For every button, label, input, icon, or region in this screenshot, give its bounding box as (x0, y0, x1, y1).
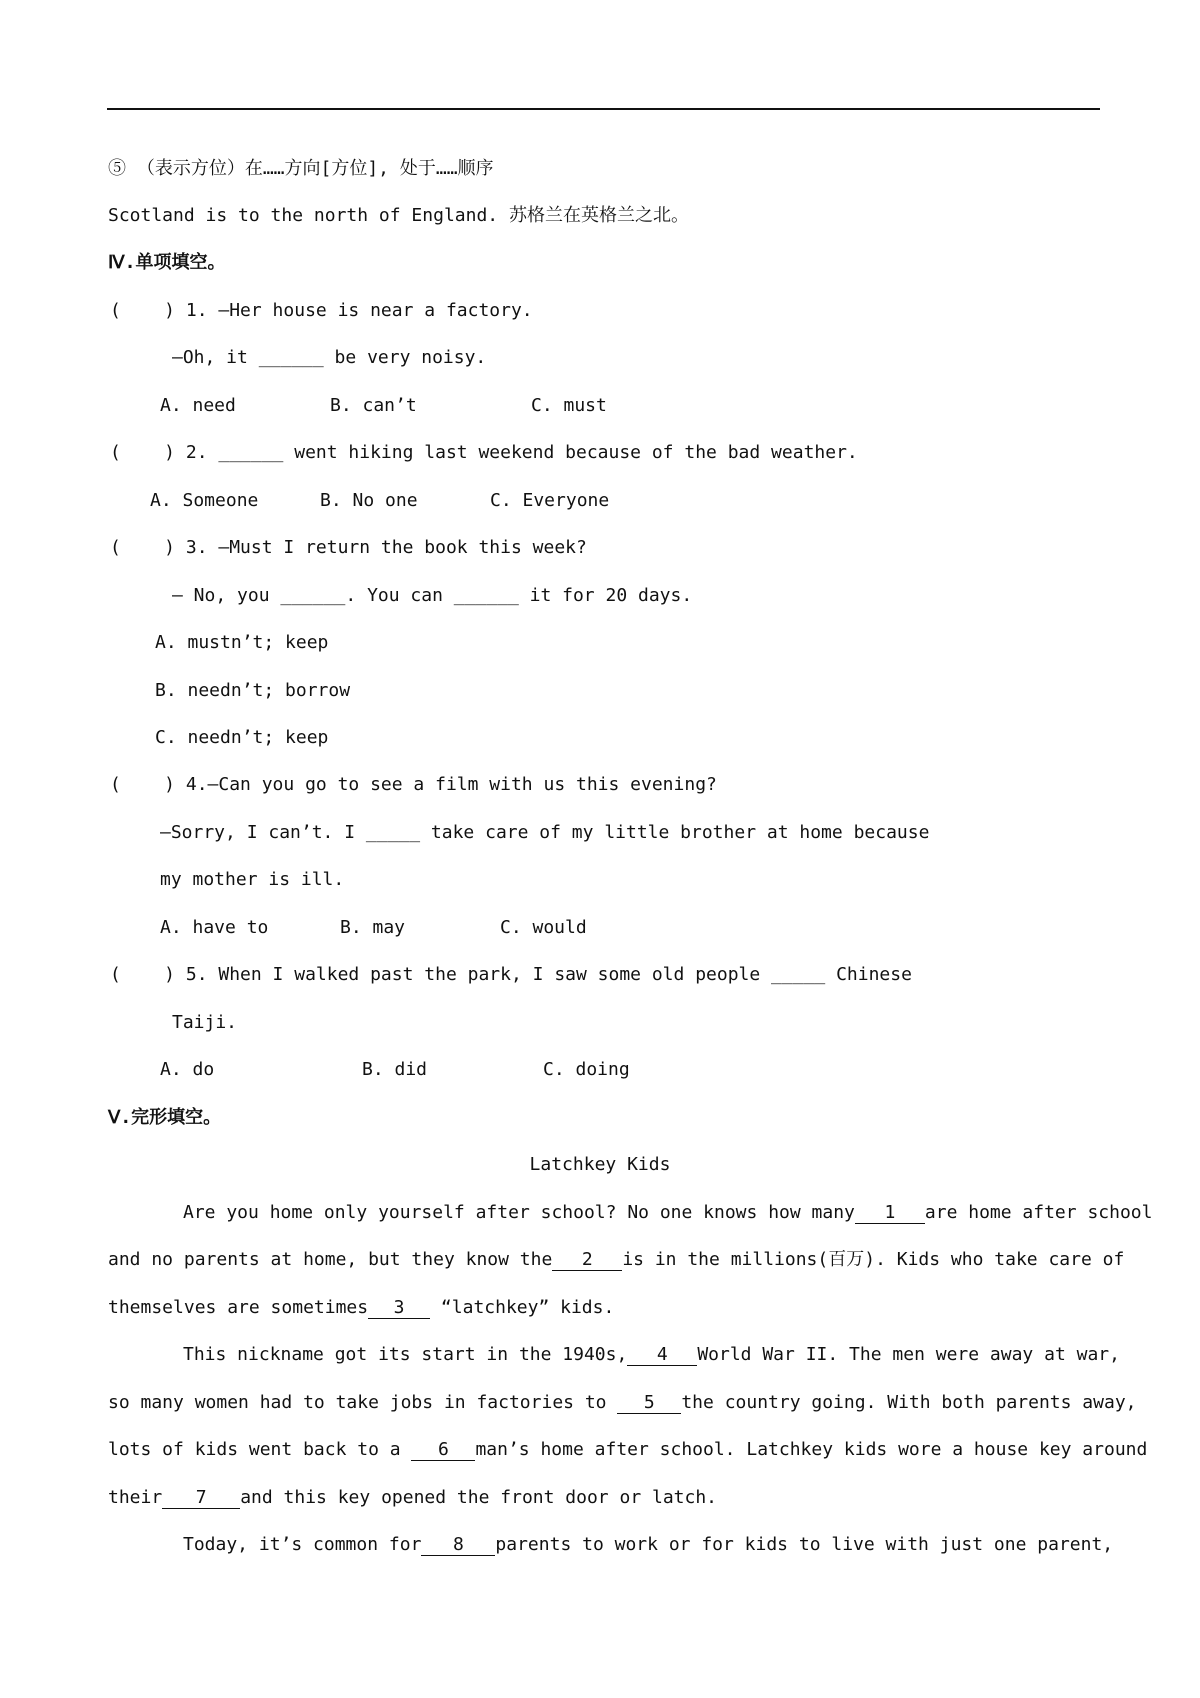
q1-reply: —Oh, it ______ be very noisy. (172, 347, 487, 368)
p2-text-f: lots of kids went back to a (108, 1439, 412, 1460)
p3-text-c: parents to work or for kids to live with just one parent, (495, 1534, 1114, 1555)
header-rule (107, 108, 1100, 110)
passage-p1-line-1 (183, 1200, 1152, 1226)
q4-reply-2: my mother is ill. (160, 869, 345, 890)
q2-option-a[interactable]: A. Someone (150, 490, 259, 511)
passage-p3-line-1 (183, 1532, 1113, 1558)
p3-text-a: Today, it’s common for (183, 1534, 422, 1555)
p1-text-g: “latchkey” kids. (430, 1297, 615, 1318)
blank-5[interactable]: 5 (617, 1393, 681, 1414)
q4-option-c[interactable]: C. would (500, 917, 587, 938)
blank-2[interactable]: 2 (552, 1250, 622, 1271)
passage-p2-line-3 (108, 1437, 1147, 1463)
p2-text-h: their (108, 1487, 163, 1508)
q5-option-b[interactable]: B. did (362, 1059, 428, 1080)
q5-stem-continued: Taiji. (172, 1012, 238, 1033)
section-4-heading: Ⅳ.单项填空。 (108, 252, 226, 273)
q5-option-a[interactable]: A. do (160, 1059, 215, 1080)
q2-option-c[interactable]: C. Everyone (490, 490, 610, 511)
p1-text-c: are home after school (924, 1202, 1153, 1223)
blank-4[interactable]: 4 (627, 1345, 697, 1366)
q3-option-a[interactable]: A. mustn’t; keep (155, 632, 329, 653)
blank-8[interactable]: 8 (421, 1535, 495, 1556)
p1-text-e: is in the millions(百万). Kids who take care of (622, 1249, 1125, 1270)
q1-stem: ( ) 1. —Her house is near a factory. (110, 300, 533, 321)
q1-option-b[interactable]: B. can’t (330, 395, 417, 416)
q3-option-c[interactable]: C. needn’t; keep (155, 727, 329, 748)
intro-line-2: Scotland is to the north of England. 苏格兰在英格兰之北。 (108, 205, 689, 226)
passage-p1-line-3 (108, 1295, 614, 1321)
p1-text-f: themselves are sometimes (108, 1297, 369, 1318)
p2-text-g: man’s home after school. Latchkey kids wore a house key around (475, 1439, 1148, 1460)
section-5-heading: Ⅴ.完形填空。 (108, 1107, 222, 1128)
blank-6[interactable]: 6 (411, 1440, 475, 1461)
q4-option-a[interactable]: A. have to (160, 917, 269, 938)
blank-7[interactable]: 7 (162, 1488, 240, 1509)
q5-stem: ( ) 5. When I walked past the park, I saw some old people _____ Chinese (110, 964, 912, 985)
p2-text-a: This nickname got its start in the 1940s, (183, 1344, 628, 1365)
intro-line-1: ⑤ （表示方位）在……方向[方位], 处于……顺序 (108, 158, 494, 179)
blank-1[interactable]: 1 (855, 1203, 925, 1224)
passage-p2-line-2 (108, 1390, 1137, 1416)
passage-p1-line-2 (108, 1247, 1124, 1273)
q3-stem: ( ) 3. —Must I return the book this week? (110, 537, 587, 558)
q2-stem: ( ) 2. ______ went hiking last weekend because of the bad weather. (110, 442, 858, 463)
q4-option-b[interactable]: B. may (340, 917, 406, 938)
p2-text-i: and this key opened the front door or latch. (240, 1487, 718, 1508)
q4-reply-1: —Sorry, I can’t. I _____ take care of my little brother at home because (160, 822, 930, 843)
p1-text-a: Are you home only yourself after school? No one knows how many (183, 1202, 855, 1223)
q3-option-b[interactable]: B. needn’t; borrow (155, 680, 351, 701)
q4-stem: ( ) 4.—Can you go to see a film with us this evening? (110, 774, 717, 795)
passage-p2-line-1 (183, 1342, 1120, 1368)
passage-title: Latchkey Kids (529, 1154, 671, 1175)
p2-text-d: so many women had to take jobs in factories to (108, 1392, 618, 1413)
p2-text-c: World War II. The men were away at war, (697, 1344, 1120, 1365)
p1-text-d: and no parents at home, but they know the (108, 1249, 553, 1270)
q1-option-c[interactable]: C. must (531, 395, 607, 416)
q1-option-a[interactable]: A. need (160, 395, 236, 416)
q5-option-c[interactable]: C. doing (543, 1059, 630, 1080)
q2-option-b[interactable]: B. No one (320, 490, 418, 511)
blank-3[interactable]: 3 (368, 1298, 430, 1319)
q3-reply: — No, you ______. You can ______ it for 20 days. (172, 585, 693, 606)
passage-p2-line-4 (108, 1485, 717, 1511)
p2-text-e: the country going. With both parents away, (681, 1392, 1137, 1413)
